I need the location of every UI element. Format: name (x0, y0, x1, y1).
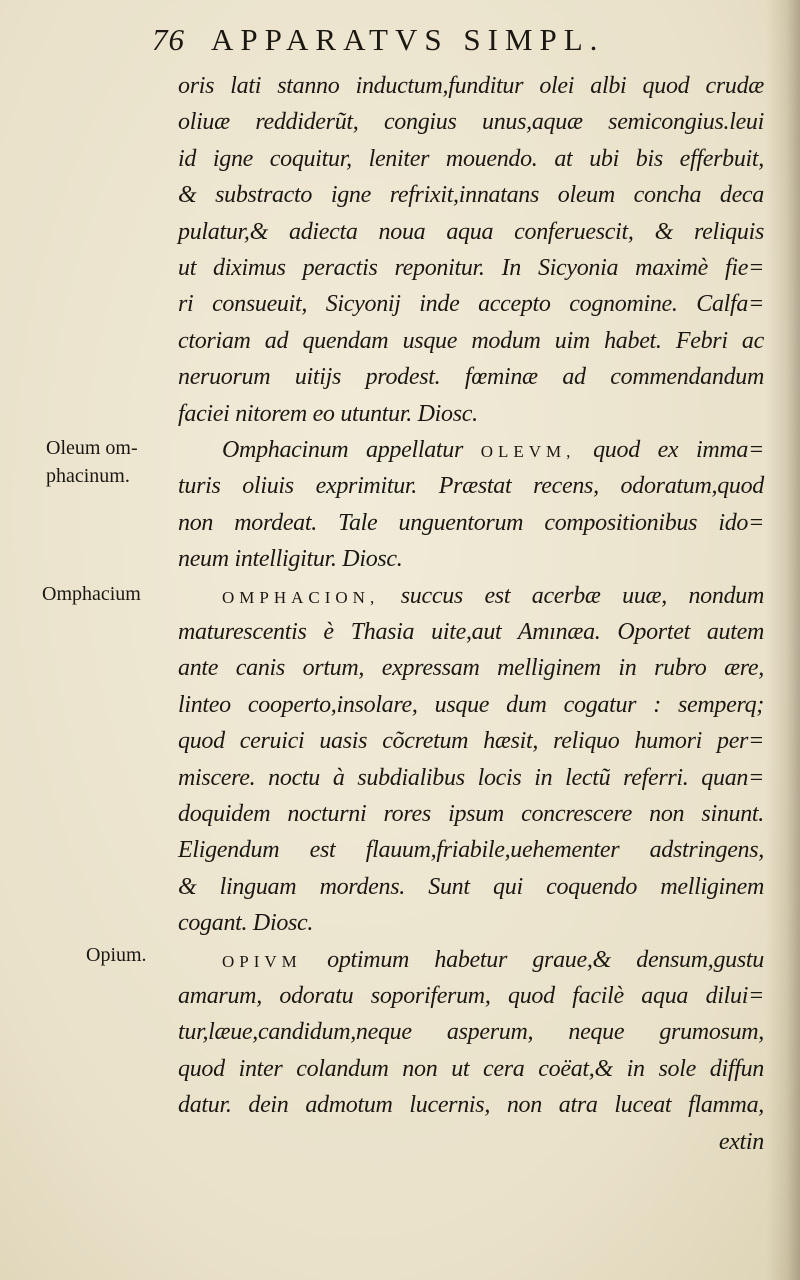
text-run: amarum, odoratu soporiferum, quod facilè aqua dilui= (178, 983, 764, 1009)
text-run: maturescentis è Thasia uite,aut Amınæa. Oportet autem (178, 619, 764, 645)
text-line (178, 1124, 764, 1160)
text-run: quod ceruici uasis cõcretum hæsit, reliquo humori per= (178, 728, 764, 755)
text-run: oris lati stanno inductum,funditur olei albi quod crudæ (178, 73, 764, 99)
page-number: 76 (152, 22, 185, 57)
text-line (178, 323, 764, 359)
text-line (178, 68, 764, 104)
text-run: ut diximus peractis reponitur. In Sicyonia maximè fie= (178, 255, 764, 281)
margin-note-omphacium (42, 580, 141, 608)
text-line (178, 650, 764, 686)
text-run: miscere. noctu à subdialibus locis in lectũ referri. quan= (178, 764, 764, 791)
text-run: oliuæ reddiderũt, congius unus,aquæ semicongius.leui (178, 109, 764, 136)
text-run: ctoriam ad quendam usque modum uim habet. Febri ac (178, 327, 764, 354)
small-caps-term: OMPHACION, (222, 587, 380, 607)
margin-note-line: Oleum om- (46, 437, 138, 459)
text-line (178, 1051, 764, 1087)
margin-note-opium (86, 941, 147, 969)
text-run: & linguam mordens. Sunt qui coquendo melliginem (178, 873, 764, 900)
text-run: optimum habetur graue,& densum,gustu (301, 946, 764, 973)
text-line (222, 432, 764, 468)
text-run: doquidem nocturni rores ipsum concrescere non sinunt. (178, 801, 764, 827)
text-run: ri consueuit, Sicyonij inde accepto cognomine. Calfa= (178, 291, 764, 318)
text-run: & substracto igne refrixit,innatans oleum concha deca (178, 182, 764, 209)
text-line (178, 177, 764, 213)
margin-note-line: phacinum. (46, 465, 130, 487)
running-title: APPARATVS SIMPL. (211, 22, 605, 57)
text-line (178, 905, 764, 941)
text-run: datur. dein admotum lucernis, non atra luceat flamma, (178, 1092, 764, 1119)
text-line (178, 141, 764, 177)
text-line (178, 505, 764, 541)
text-run: linteo cooperto,insolare, usque dum cogatur : semperq; (178, 691, 764, 718)
text-line (178, 614, 764, 650)
text-line (178, 214, 764, 250)
text-run: cogant. Diosc. (178, 910, 314, 937)
text-line (178, 541, 764, 577)
text-line (178, 1014, 764, 1050)
text-line (178, 359, 764, 395)
running-header (152, 22, 604, 62)
text-run: Omphacinum appellatur (222, 437, 481, 463)
text-run: tur,læue,candidum,neque asperum, neque grumosum, (178, 1019, 764, 1046)
text-run: neum intelligitur. Diosc. (178, 546, 403, 573)
text-run: extin (718, 1128, 764, 1155)
margin-note-oleum-omphacinum (46, 434, 138, 490)
small-caps-term: OPIVM (222, 951, 302, 971)
text-run: id igne coquitur, leniter mouendo. at ubi bis efferbuit, (178, 145, 764, 172)
text-line (178, 286, 764, 322)
text-line (178, 1087, 764, 1123)
text-line (178, 869, 764, 905)
small-caps-term: OLEVM, (480, 442, 576, 461)
text-run: faciei nitorem eo utuntur. Diosc. (178, 400, 478, 427)
text-run: quod ex imma= (575, 437, 765, 463)
text-run: pulatur,& adiecta noua aqua conferuescit, & reliquis (178, 218, 764, 245)
page-gutter-shadow (766, 0, 800, 1280)
margin-note-line: Omphacium (42, 583, 141, 605)
text-line (178, 396, 764, 432)
text-run: succus est acerbæ uuæ, nondum (379, 582, 764, 609)
text-line (222, 578, 764, 614)
text-line (178, 687, 764, 723)
text-run: neruorum uitijs prodest. fœminæ ad commendandum (178, 364, 764, 391)
text-line (222, 942, 764, 978)
text-run: Eligendum est flauum,friabile,uehementer adstringens, (178, 837, 764, 864)
text-line (178, 978, 764, 1014)
text-line (178, 760, 764, 796)
margin-note-line: Opium. (86, 944, 147, 966)
text-run: quod inter colandum non ut cera coëat,& in sole diffun (178, 1055, 764, 1082)
text-line (178, 832, 764, 868)
text-line (178, 723, 764, 759)
text-line (178, 104, 764, 140)
text-run: turis oliuis exprimitur. Præstat recens, odoratum,quod (178, 473, 764, 500)
text-run: ante canis ortum, expressam melliginem in rubro ære, (178, 655, 764, 682)
text-line (178, 250, 764, 286)
text-line (178, 796, 764, 832)
text-run: non mordeat. Tale unguentorum compositionibus ido= (178, 509, 764, 536)
text-line (178, 468, 764, 504)
